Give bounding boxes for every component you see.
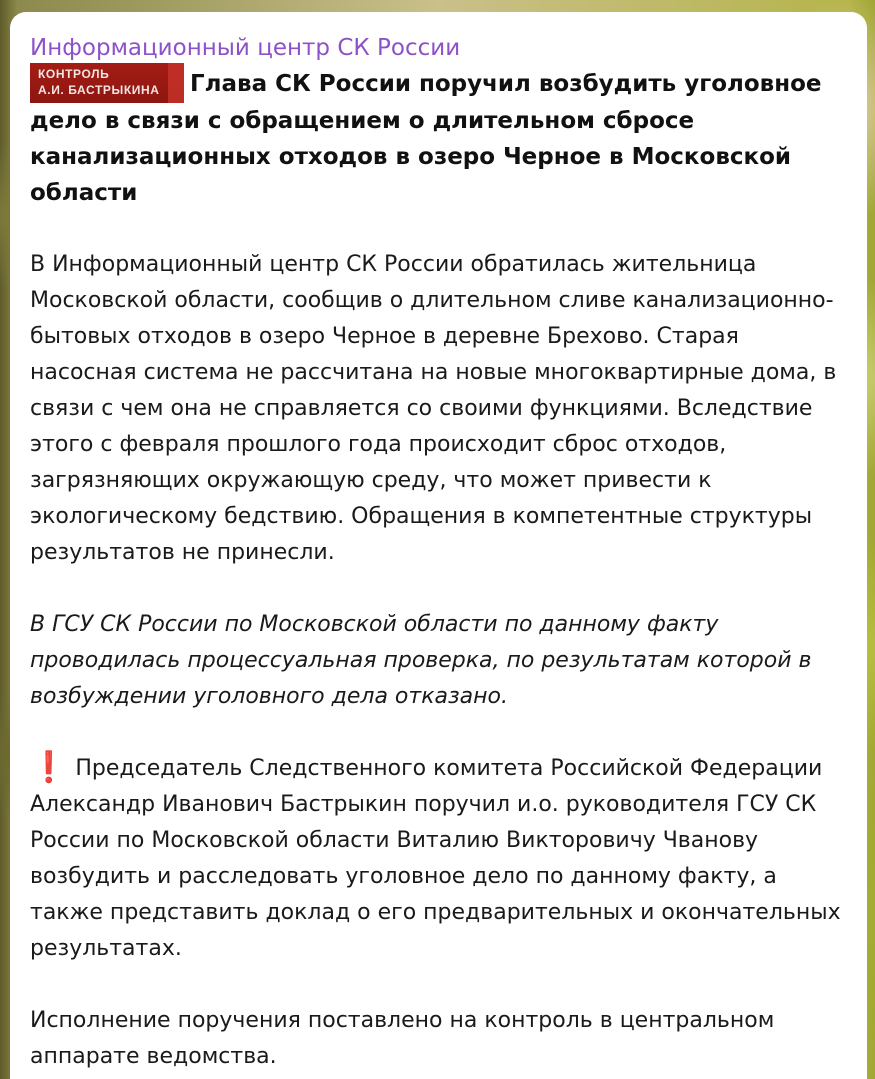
post-paragraph-4: Исполнение поручения поставлено на контроль в центральном аппарате ведомства. xyxy=(30,1008,775,1069)
post-paragraph-1: В Информационный центр СК России обратилась жительница Московской области, сообщив о длительном сливе канализационно-бытовых отходов в озеро Черное в деревне Брехово. Старая насосная система не рассчитана на новые многоквартирные дома, в связи с чем она не справляется со своими функциями. Вследствие этого с февраля прошлого года происходит сброс отходов, загрязняющих окружающую среду, что может привести к экологическому бедствию. Обращения в компетентные структуры результатов не принесли. xyxy=(30,252,837,565)
channel-name[interactable]: Информационный центр СК России xyxy=(30,35,461,61)
post-headline xyxy=(30,66,845,211)
post-paragraph-2: В ГСУ СК России по Московской области по данному факту проводилась процессуальная проверка, по результатам которой в возбуждении уголовного дела отказано. xyxy=(30,612,812,709)
badge-stripe xyxy=(168,63,184,103)
paragraph-3-text: Председатель Следственного комитета Российской Федерации Александр Иванович Бастрыкин поручил и.о. руководителя ГСУ СК России по Московской области Виталию Викторовичу Чванову возбудить и расследовать уголовное дело по данному факту, а также представить доклад о его предварительных и окончательных результатах. xyxy=(30,756,841,961)
message-bubble xyxy=(10,12,867,1079)
control-badge-logo xyxy=(30,63,184,103)
badge-line-1: КОНТРОЛЬ xyxy=(38,67,110,81)
badge-line-2: А.И. БАСТРЫКИНА xyxy=(38,83,160,97)
exclamation-icon: ❗ xyxy=(30,750,68,785)
headline-text: Глава СК России поручил возбудить уголовное дело в связи с обращением о длительном сбросе канализационных отходов в озеро Черное в Московской области xyxy=(30,71,822,206)
post-paragraph-3 xyxy=(30,751,845,967)
